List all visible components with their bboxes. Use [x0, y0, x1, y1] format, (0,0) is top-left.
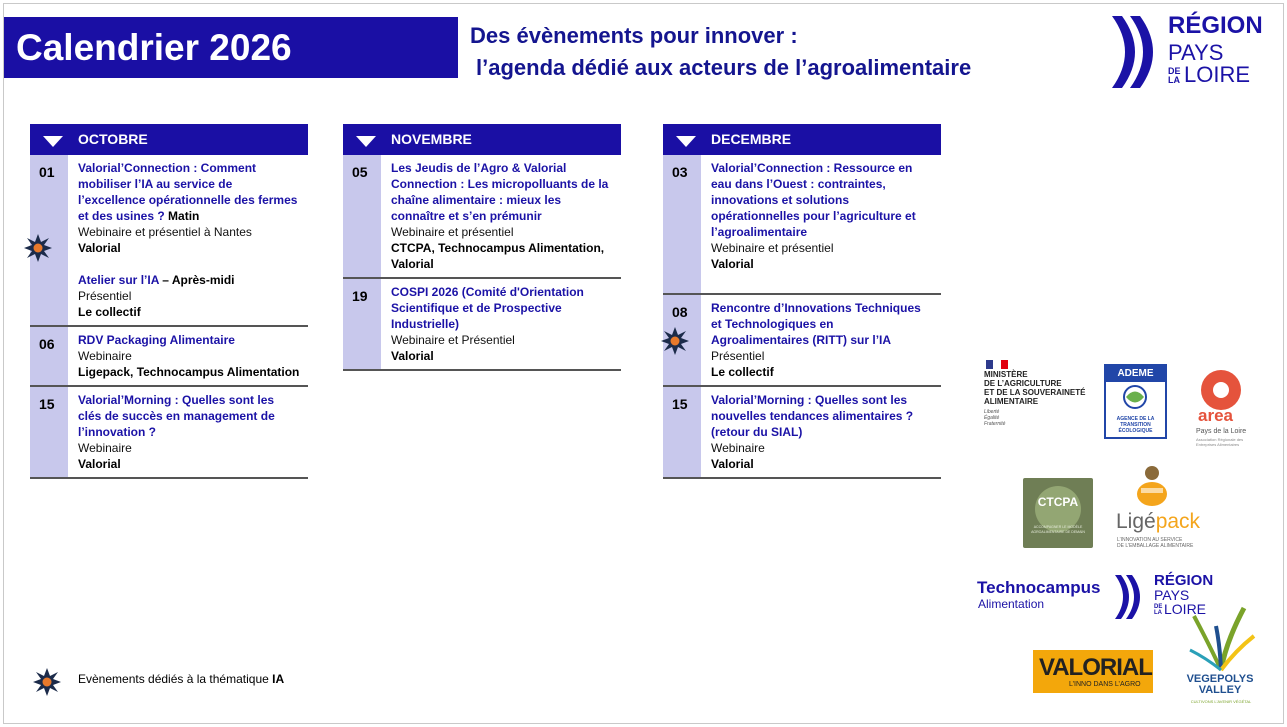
- month-name: OCTOBRE: [78, 131, 148, 147]
- vegepolys-valley-logo: VEGEPOLYS VALLEY CULTIVONS L'AVENIR VÉGÉTAL: [1180, 606, 1262, 710]
- event-row: [663, 295, 941, 387]
- event-day: 05: [343, 155, 381, 277]
- event-title: RDV Packaging Alimentaire: [78, 333, 235, 347]
- subtitle-line-1: Des évènements pour innover :: [470, 23, 798, 48]
- page-subtitle: [470, 20, 971, 84]
- ai-star-icon: [23, 233, 53, 263]
- ademe-logo: ADEME AGENCE DE LA TRANSITION ÉCOLOGIQUE: [1104, 364, 1167, 439]
- event-title: Valorial’Connection : Comment mobiliser l’IA au service de l’excellence opérationnelle des fermes et des usines ? Matin: [78, 161, 298, 223]
- event-row: [343, 279, 621, 371]
- triangle-down-icon: [356, 136, 376, 147]
- ademe-emblem-icon: [1106, 382, 1165, 412]
- event-row: [663, 155, 941, 295]
- event-organizer: Valorial: [711, 457, 754, 471]
- month-october: [30, 124, 308, 479]
- month-name: NOVEMBRE: [391, 131, 472, 147]
- event-format: Webinaire et Présentiel: [391, 333, 515, 347]
- subtitle-line-2: l’agenda dédié aux acteurs de l’agroalimentaire: [476, 55, 972, 80]
- page-title: Calendrier 2026: [16, 27, 292, 68]
- region-logo-line-2: PAYS: [1168, 40, 1224, 65]
- month-header: [663, 124, 941, 155]
- month-december: [663, 124, 941, 479]
- event-format: Webinaire: [78, 349, 132, 363]
- event-row: [343, 155, 621, 279]
- legend-star-icon: [32, 667, 62, 697]
- event-format: Présentiel: [711, 349, 765, 363]
- technocampus-alimentation-logo: Technocampus Alimentation RÉGION PAYS DE LA LOIRE: [977, 576, 1222, 620]
- event-organizer: Ligepack, Technocampus Alimentation: [78, 365, 300, 379]
- ligepack-logo: Ligépack L’INNOVATION AU SERVICE DE L’EMBALLAGE ALIMENTAIRE: [1113, 464, 1213, 554]
- event-title: Valorial’Morning : Quelles sont les nouvelles tendances alimentaires ? (retour du SIAL): [711, 393, 914, 439]
- ministere-agriculture-logo: MINISTÈRE DE L’AGRICULTURE ET DE LA SOUVERAINETÉ ALIMENTAIRE Liberté Égalité Fraternité: [982, 360, 1092, 428]
- region-logo-line-3: DE LA LOIRE: [1168, 62, 1251, 87]
- event-day: 08: [663, 295, 701, 385]
- valorial-logo: VALORIAL L’INNO DANS L’AGRO: [1033, 650, 1153, 693]
- event-format: Webinaire: [711, 441, 765, 455]
- event-day: 15: [663, 387, 701, 477]
- event-organizer-2: Le collectif: [78, 305, 141, 319]
- event-title: COSPI 2026 (Comité d'Orientation Scientifique et de Prospective Industrielle): [391, 285, 584, 331]
- month-header: [30, 124, 308, 155]
- event-organizer: Valorial: [78, 241, 121, 255]
- event-organizer: Valorial: [78, 457, 121, 471]
- month-november: [343, 124, 621, 371]
- area-logo: area Pays de la Loire Association Régionale des Entreprises Alimentaires: [1195, 370, 1253, 454]
- ai-star-icon: [660, 326, 690, 356]
- event-title: Rencontre d’Innovations Techniques et Technologiques en Agroalimentaires (RITT) sur l’IA: [711, 301, 921, 347]
- ctcpa-logo: CTCPA ACCOMPAGNER LE MODÈLE AGROALIMENTAIRE DE DEMAIN: [1023, 478, 1093, 548]
- event-day: 01: [30, 155, 68, 325]
- event-title: Valorial’Connection : Ressource en eau dans l’Ouest : contraintes, innovations et solutions opérationnelles pour l’agriculture et l’agroalimentaire: [711, 161, 916, 239]
- month-name: DECEMBRE: [711, 131, 792, 147]
- event-format: Webinaire et présentiel: [711, 241, 834, 255]
- event-day: 06: [30, 327, 68, 385]
- event-format: Webinaire et présentiel: [391, 225, 514, 239]
- triangle-down-icon: [43, 136, 63, 147]
- event-row: [30, 155, 308, 327]
- event-day: 19: [343, 279, 381, 369]
- region-bars-icon: [1108, 14, 1166, 90]
- region-pays-de-la-loire-logo: [1108, 12, 1268, 92]
- title-banner: [4, 17, 458, 78]
- region-bars-icon: [1113, 573, 1153, 621]
- event-organizer: CTCPA, Technocampus Alimentation, Valorial: [391, 241, 605, 271]
- event-format: Webinaire et présentiel à Nantes: [78, 225, 252, 239]
- event-format: Webinaire: [78, 441, 132, 455]
- event-row: [30, 387, 308, 479]
- triangle-down-icon: [676, 136, 696, 147]
- event-day: 03: [663, 155, 701, 293]
- region-logo-line-1: RÉGION: [1168, 12, 1263, 39]
- legend-text: Evènements dédiés à la thématique IA: [78, 672, 285, 686]
- event-title: Valorial’Morning : Quelles sont les clés de succès en management de l’innovation ?: [78, 393, 275, 439]
- event-organizer: Valorial: [391, 349, 434, 363]
- event-title-2: Atelier sur l’IA – Après-midi: [78, 273, 235, 287]
- event-row: [30, 327, 308, 387]
- event-row: [663, 387, 941, 479]
- event-title: Les Jeudis de l’Agro & Valorial Connection : Les micropolluants de la chaîne alimentaire : mieux les connaître et s’en prémunir: [391, 161, 609, 223]
- event-format-2: Présentiel: [78, 289, 132, 303]
- month-header: [343, 124, 621, 155]
- vegepolys-leaves-icon: [1180, 606, 1262, 672]
- event-organizer: Valorial: [711, 257, 754, 271]
- event-organizer: Le collectif: [711, 365, 774, 379]
- event-day: 15: [30, 387, 68, 477]
- ligepack-figure-icon: [1135, 464, 1169, 508]
